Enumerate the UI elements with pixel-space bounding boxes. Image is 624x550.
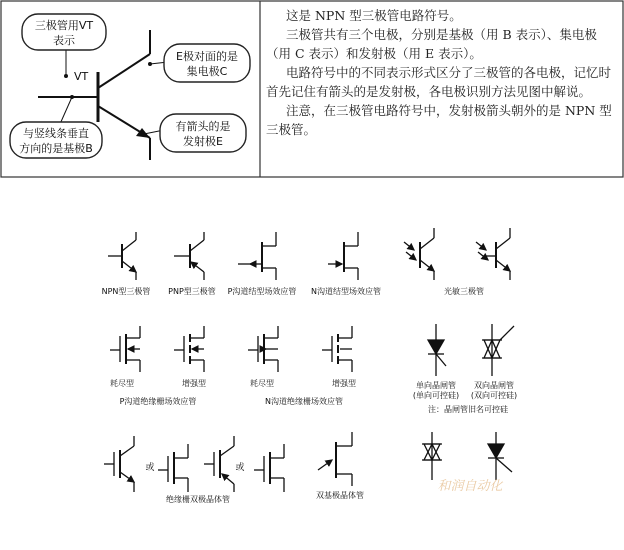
p-jfet-symbol xyxy=(238,232,276,280)
gto-symbol xyxy=(422,432,442,480)
triac-symbol xyxy=(482,324,514,376)
vt-dot xyxy=(64,74,68,78)
callout-b-dot xyxy=(70,95,74,99)
callout-c-line1: E极对面的是 xyxy=(176,50,238,63)
scr-symbol xyxy=(428,324,446,376)
vt-label: VT xyxy=(74,70,89,83)
double-base-transistor-symbol xyxy=(318,432,352,486)
igbt-label: 绝缘栅双极晶体管 xyxy=(166,495,230,504)
callout-c-dot xyxy=(148,62,152,66)
igbt-symbol-2 xyxy=(158,444,188,492)
double-base-label: 双基极晶体管 xyxy=(316,491,364,500)
or-label-1: 或 xyxy=(145,463,155,473)
igbt-symbol-1 xyxy=(104,436,134,492)
paragraph-3: 电路符号中的不同表示形式区分了三极管的各电极，记忆时首先记住有箭头的是发射极，各电极识别方法见图中解说。 xyxy=(266,65,612,99)
callout-vt-line1: 三极管用VT xyxy=(34,19,94,32)
nmos-group-label: N沟道绝缘栅场效应管 xyxy=(265,397,343,406)
pmos-depletion-symbol xyxy=(110,326,140,372)
pmos-enhancement-label: 增强型 xyxy=(182,379,206,388)
callout-c xyxy=(164,44,250,82)
callout-b-line1: 与竖线条垂直 xyxy=(23,127,89,140)
pnp-label: PNP型三极管 xyxy=(168,287,216,296)
triac-label: 双向晶闸管 xyxy=(474,381,514,390)
scr-note: 注：晶闸管旧名可控硅 xyxy=(428,405,508,414)
scr-sub-label: (单向可控硅) xyxy=(412,391,460,400)
n-jfet-label: N沟道结型场效应管 xyxy=(311,287,381,296)
nmos-enhancement-symbol xyxy=(322,326,352,372)
paragraph-4: 注意，在三极管电路符号中，发射极箭头朝外的是 NPN 型三极管。 xyxy=(266,103,612,137)
n-jfet-symbol xyxy=(328,232,358,280)
semiconductor-symbols xyxy=(0,180,624,546)
callout-e xyxy=(160,114,246,152)
scr-label: 单向晶闸管 xyxy=(416,381,456,390)
watermark: 和润自动化 xyxy=(437,479,503,494)
callout-c-line2: 集电极C xyxy=(186,65,228,78)
npn-label: NPN型三极管 xyxy=(101,287,151,296)
igbt-symbol-4 xyxy=(254,444,284,492)
paragraph-2: 三极管共有三个电极，分别是基极（用 B 表示）、集电极（用 C 表示）和发射极（用 E 表示）。 xyxy=(266,27,597,61)
callout-e-line1: 有箭头的是 xyxy=(175,120,231,133)
npn-transistor-symbol xyxy=(108,232,136,280)
pmos-enhancement-symbol xyxy=(174,326,204,372)
callout-vt xyxy=(22,14,106,50)
nmos-enhancement-label: 增强型 xyxy=(332,379,356,388)
phototransistor-symbol-2 xyxy=(476,228,510,280)
p-jfet-label: P沟道结型场效应管 xyxy=(227,287,297,296)
triac-sub-label: (双向可控硅) xyxy=(470,391,518,400)
callout-vt-line2: 表示 xyxy=(53,34,75,47)
pnp-transistor-symbol xyxy=(174,232,204,280)
symbol-chart-section xyxy=(0,180,624,546)
callout-b-line2: 方向的是基极B xyxy=(19,142,93,155)
pmos-group-label: P沟道绝缘栅场效应管 xyxy=(119,397,197,406)
paragraph-1: 这是 NPN 型三极管电路符号。 xyxy=(286,8,462,23)
pmos-depletion-label: 耗尽型 xyxy=(110,379,134,388)
or-label-2: 或 xyxy=(235,463,245,473)
nmos-depletion-label: 耗尽型 xyxy=(250,379,274,388)
callout-b xyxy=(10,122,102,158)
diac-symbol xyxy=(488,432,512,480)
top-section xyxy=(0,0,624,180)
photo-label: 光敏三极管 xyxy=(444,287,484,296)
callout-b-leader xyxy=(60,97,72,124)
igbt-symbol-3 xyxy=(204,436,234,492)
phototransistor-symbol-1 xyxy=(404,228,434,280)
nmos-depletion-symbol xyxy=(248,326,278,372)
explanation-text xyxy=(266,6,618,139)
callout-e-line2: 发射极E xyxy=(183,135,223,148)
